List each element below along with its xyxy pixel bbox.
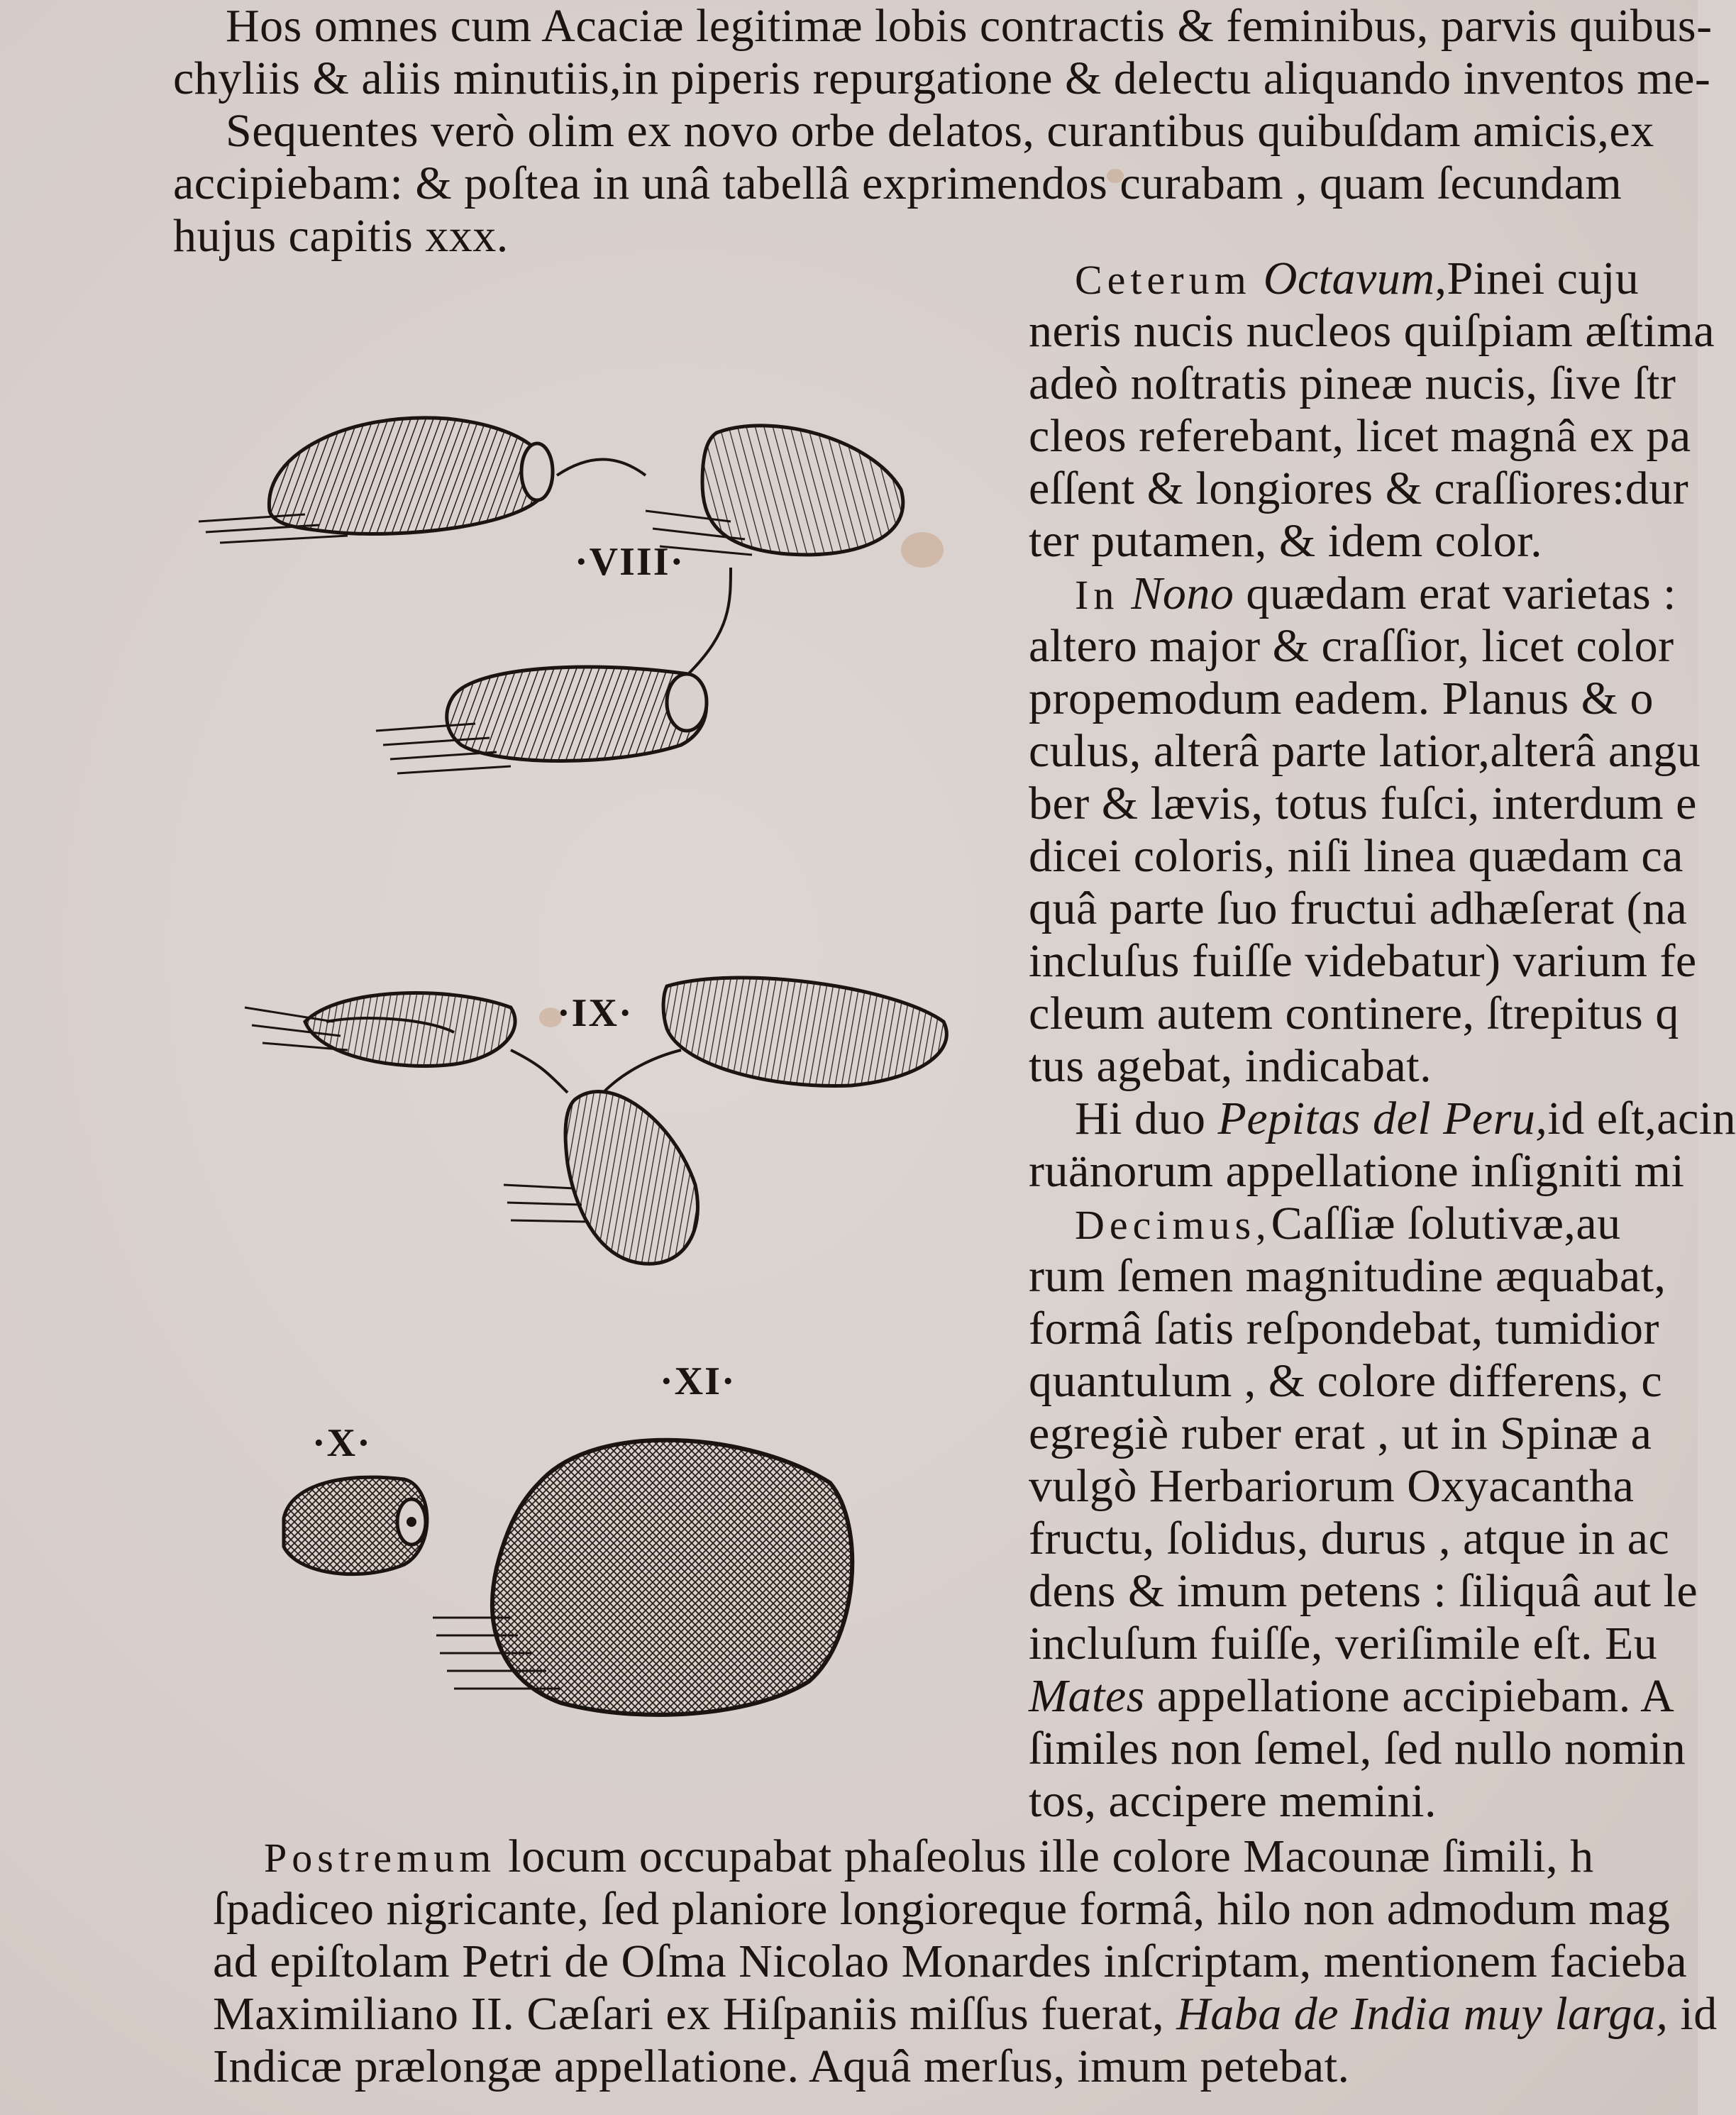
para-nono-line: quâ parte ſuo fructui adhæſerat (na [1029,883,1688,934]
para-nono-line: ber & lævis, totus fuſci, interdum e [1029,778,1697,829]
para-postremum-line: ad epiſtolam Petri de Oſma Nicolao Monardes inſcriptam, mentionem facieba [213,1935,1688,1987]
para-decimus-line: Mates appellatione accipiebam. A [1029,1670,1675,1722]
para-decimus-line: dens & imum petens : ſiliquâ aut le [1029,1565,1698,1617]
para-decimus-line: tos, accipere memini. [1029,1775,1437,1827]
para-nono-first: In Nono quædam erat varietas : [1075,568,1676,619]
para-decimus-line: ſimiles non ſemel, ſed nullo nomin [1029,1723,1686,1774]
figure-label-viii: ·VIII· [575,540,685,584]
para-decimus-first: Decimus,Caſſiæ ſolutivæ,au [1075,1198,1621,1249]
para-postremum-first: Postremum locum occupabat phaſeolus ille colore Macounæ ſimili, h [264,1830,1594,1882]
foxing-stain [901,532,944,568]
para-nono-line: incluſus fuiſſe videbatur) varium fe [1029,935,1697,987]
para-nono-line: altero major & craſſior, licet color [1029,620,1674,672]
figure-label-xi: ·XI· [660,1359,736,1403]
para-nono-line: propemodum eadem. Planus & o [1029,673,1654,724]
para-decimus-line: quantulum , & colore differens, c [1029,1355,1663,1407]
para-decimus-line: vulgò Herbariorum Oxyacantha [1029,1460,1635,1512]
top-line-2: chyliis & aliis minutiis,in piperis repurgatione & delectu aliquando inventos me- [173,53,1711,104]
seed-ix-illustration [241,958,986,1291]
para-nono-line: dicei coloris, niſi linea quædam ca [1029,830,1684,882]
para-octavum-line: neris nucis nucleos quiſpiam æſtima [1029,305,1715,357]
para-pepitas-line: ruänorum appellatione inſigniti mi [1029,1145,1685,1197]
top-line-1: Hos omnes cum Acaciæ legitimæ lobis contractis & feminibus, parvis quibus- [226,0,1713,52]
para-postremum-line: Indicæ prælongæ appellatione. Aquâ merſus, imum petebat. [213,2041,1350,2092]
para-postremum-line: ſpadiceo nigricante, ſed planiore longioreque formâ, hilo non admodum mag [213,1883,1671,1935]
foxing-stain [1107,169,1124,183]
figure-label-x: ·X· [312,1421,372,1465]
top-line-5: hujus capitis xxx. [173,210,509,262]
foxing-stain [539,1007,562,1027]
para-postremum-line: Maximiliano II. Cæſari ex Hiſpaniis miſſus fuerat, Haba de India muy larga, id [213,1988,1718,2040]
seed-viii-illustration [192,397,972,823]
para-decimus-line: egregiè ruber erat , ut in Spinæ a [1029,1408,1652,1459]
para-octavum-first: Ceterum Octavum,Pinei cuju [1075,253,1640,304]
para-pepitas-first: Hi duo Pepitas del Peru,id eſt,acin [1075,1093,1736,1144]
para-octavum-line: cleos referebant, licet magnâ ex pa [1029,410,1691,462]
para-nono-line: cleum autem continere, ſtrepitus q [1029,988,1679,1039]
top-line-3: Sequentes verò olim ex novo orbe delatos, curantibus quibuſdam amicis,ex [226,105,1654,157]
top-line-4: accipiebam: & poſtea in unâ tabellâ exprimendos curabam , quam ſecundam [173,158,1622,209]
para-octavum-line: eſſent & longiores & craſſiores:dur [1029,463,1689,514]
para-nono-line: culus, alterâ parte latior,alterâ angu [1029,725,1701,777]
para-decimus-line: rum ſemen magnitudine æquabat, [1029,1250,1666,1302]
para-octavum-line: adeò noſtratis pineæ nucis, ſive ſtr [1029,358,1676,409]
para-nono-line: tus agebat, indicabat. [1029,1040,1432,1092]
para-decimus-line: formâ ſatis reſpondebat, tumidior [1029,1303,1659,1354]
figure-label-ix: ·IX· [557,991,634,1035]
para-decimus-line: fructu, ſolidus, durus , atque in ac [1029,1513,1670,1564]
para-octavum-line: ter putamen, & idem color. [1029,515,1543,567]
seed-x-xi-illustration [241,1405,951,1738]
para-decimus-line: incluſum fuiſſe, veriſimile eſt. Eu [1029,1618,1658,1669]
